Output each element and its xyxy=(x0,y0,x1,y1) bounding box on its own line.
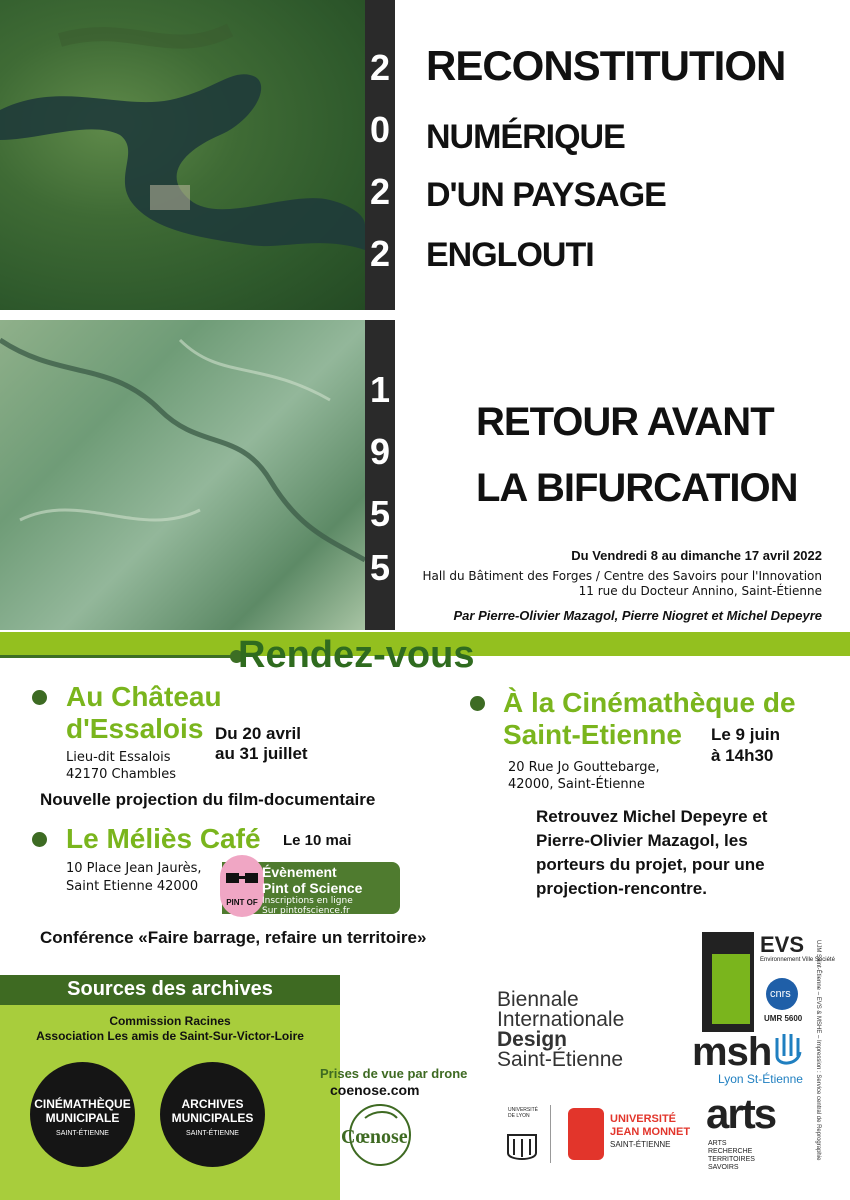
title-line: RECONSTITUTION xyxy=(426,42,786,89)
coenose-wordmark: Cœnose xyxy=(341,1126,408,1148)
river-landscape-1955 xyxy=(0,320,365,630)
logo-text: JEAN MONNET xyxy=(610,1126,691,1138)
source-line: Commission Racines xyxy=(109,1014,231,1028)
universite-lyon-logo xyxy=(500,1105,545,1165)
bullet-icon xyxy=(470,696,485,711)
glasses-icon xyxy=(220,855,264,917)
msh-logo: msh xyxy=(692,1030,772,1074)
title-line: NUMÉRIQUE xyxy=(426,118,625,156)
pint-of-science-logo xyxy=(220,855,264,917)
venue-description: Pierre-Olivier Mazagol, les xyxy=(536,831,748,850)
logo-text: UNIVERSITÉ xyxy=(610,1113,677,1125)
venue-address: 42000, Saint-Étienne xyxy=(508,777,645,792)
logo-text: UMR 5600 xyxy=(764,1014,803,1023)
aerial-photo-1955 xyxy=(0,320,365,630)
year-digit: 2 xyxy=(369,171,391,212)
msh-hand-icon xyxy=(772,1030,806,1070)
drone-credit: Prises de vue par drone xyxy=(320,1066,468,1081)
logo-divider xyxy=(550,1105,551,1163)
logo-text: Environnement Ville Société xyxy=(760,957,835,963)
venue-address: 42170 Chambles xyxy=(66,767,177,782)
venue-address: 20 Rue Jo Gouttebarge, xyxy=(508,760,660,775)
venue-name: À la Cinémathèque de xyxy=(503,687,796,718)
badge-title: Évènement xyxy=(262,864,337,880)
arts-logo: arts xyxy=(706,1090,776,1137)
ujm-icon xyxy=(568,1108,604,1160)
venue-address: Saint Etienne 42000 xyxy=(66,879,199,894)
event-dates: Du Vendredi 8 au dimanche 17 avril 2022 xyxy=(571,548,822,563)
year-digit: 5 xyxy=(369,547,391,588)
badge-link[interactable]: Sur pintofscience.fr xyxy=(262,906,350,916)
aerial-photo-2022 xyxy=(0,0,365,310)
event-place: Hall du Bâtiment des Forges / Centre des Savoirs pour l'Innovation xyxy=(422,569,822,583)
logo-text: MUNICIPALES xyxy=(171,1111,254,1125)
badge-title: Pint of Science xyxy=(262,880,363,896)
badge-note: Inscriptions en ligne xyxy=(262,896,353,906)
logo-text: cnrs xyxy=(770,988,791,1000)
bullet-icon xyxy=(32,832,47,847)
venue-date: Le 10 mai xyxy=(283,832,352,849)
band-line xyxy=(0,655,235,658)
logo-text: SAVOIRS xyxy=(708,1164,739,1171)
logo-text: Saint-Étienne xyxy=(497,1048,624,1071)
year-digit: 2 xyxy=(369,47,391,88)
logo-text: EVS xyxy=(760,932,805,957)
venue-name: Au Château xyxy=(66,681,222,712)
event-authors: Par Pierre-Olivier Mazagol, Pierre Niogret et Michel Depeyre xyxy=(453,608,822,623)
event-address: 11 rue du Docteur Annino, Saint-Étienne xyxy=(578,584,822,598)
drone-site[interactable]: coenose.com xyxy=(330,1082,420,1098)
logo-text: ARCHIVES xyxy=(181,1097,244,1111)
evs-logo xyxy=(702,932,835,1032)
hand-icon xyxy=(772,1030,806,1070)
year-digit: 9 xyxy=(369,431,391,472)
logo-text: SAINT-ÉTIENNE xyxy=(186,1130,239,1137)
side-credit-wrap xyxy=(812,940,826,1180)
year-digit: 5 xyxy=(369,493,391,534)
rendez-vous-title: Rendez-vous xyxy=(238,634,475,676)
venue-description: porteurs du projet, pour une xyxy=(536,855,765,874)
venue-description: Retrouvez Michel Depeyre et xyxy=(536,807,768,826)
logo-text: MUNICIPALE xyxy=(45,1111,120,1125)
logo-text: Biennale xyxy=(497,988,579,1011)
msh-subtitle: Lyon St-Étienne xyxy=(718,1072,803,1086)
venue-address: Lieu-dit Essalois xyxy=(66,750,171,765)
river-landscape-2022 xyxy=(0,0,365,310)
logo-text: Internationale xyxy=(497,1008,625,1031)
venue-description: Conférence «Faire barrage, refaire un territoire» xyxy=(40,928,427,947)
svg-text:PINT OF: PINT OF xyxy=(226,898,258,907)
logo-text: CINÉMATHÈQUE xyxy=(34,1097,131,1111)
venue-date: Du 20 avril xyxy=(215,724,301,743)
title-line: RETOUR AVANT xyxy=(476,400,774,444)
venue-date: Le 9 juin xyxy=(711,725,780,744)
logo-text: TERRITOIRES xyxy=(708,1156,755,1163)
year-digit: 0 xyxy=(369,109,391,150)
logo-text: SAINT-ÉTIENNE xyxy=(56,1130,109,1137)
cinematheque-logo xyxy=(30,1062,135,1167)
source-line: Association Les amis de Saint-Sur-Victor-Loire xyxy=(36,1029,304,1043)
title-line: D'UN PAYSAGE xyxy=(426,176,666,214)
title-line: LA BIFURCATION xyxy=(476,466,798,510)
logo-text: Design xyxy=(497,1028,568,1051)
venue-name: d'Essalois xyxy=(66,713,204,744)
logo-text: SAINT-ÉTIENNE xyxy=(610,1140,671,1149)
logo-text: UNIVERSITÉ DE LYON xyxy=(508,1107,539,1119)
venue-date: au 31 juillet xyxy=(215,744,308,763)
arts-subtitle xyxy=(708,1140,755,1172)
sources-title: Sources des archives xyxy=(67,978,273,1000)
venue-description: projection-rencontre. xyxy=(536,879,707,898)
side-credit: UJM Saint-Étienne – EVS & MSHE – Impression : Service central de Reprographie xyxy=(815,940,821,1161)
title-line: ENGLOUTI xyxy=(426,236,594,274)
year-digit: 1 xyxy=(369,369,391,410)
biennale-logo xyxy=(497,990,624,1070)
logo-text: RECHERCHE xyxy=(708,1148,753,1155)
coenose-logo xyxy=(335,1100,435,1170)
bullet-icon xyxy=(32,690,47,705)
venue-name: Saint-Etienne xyxy=(503,719,682,750)
archives-logo xyxy=(160,1062,265,1167)
year-digit: 2 xyxy=(369,233,391,274)
logo-text: ARTS xyxy=(708,1140,727,1147)
venue-address: 10 Place Jean Jaurès, xyxy=(66,861,202,876)
venue-date: à 14h30 xyxy=(711,746,774,765)
venue-description: Nouvelle projection du film-documentaire xyxy=(40,790,376,809)
venue-name: Le Méliès Café xyxy=(66,823,261,854)
